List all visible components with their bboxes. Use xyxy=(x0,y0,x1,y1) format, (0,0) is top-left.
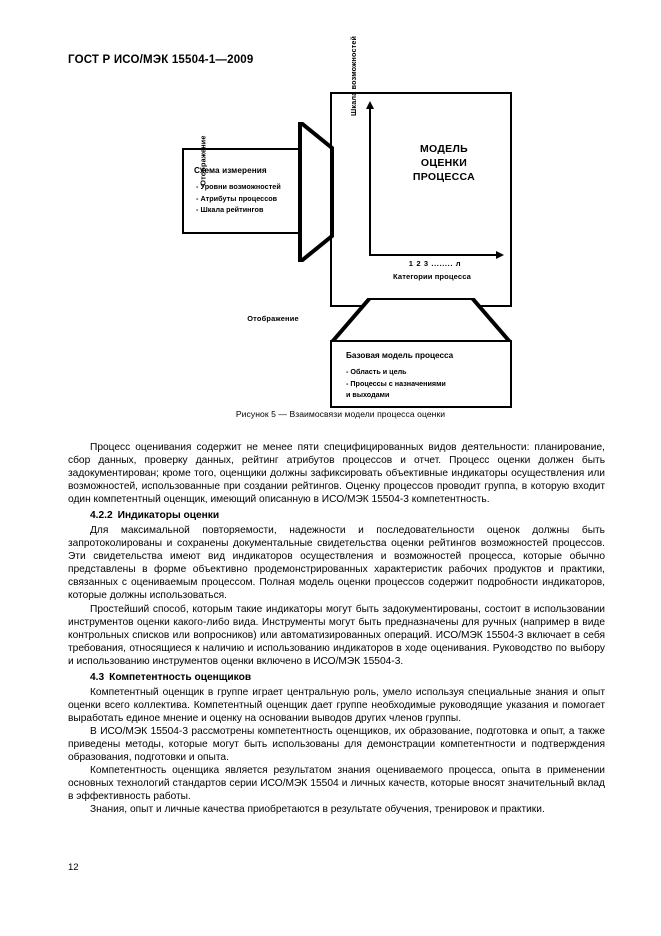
assessment-model-title-line-2: ОЦЕНКИ xyxy=(420,157,468,170)
page-number: 12 xyxy=(68,862,79,873)
heading-4-2-2-number: 4.2.2 xyxy=(90,510,113,522)
heading-4-3 xyxy=(68,671,605,685)
heading-4-2-2-text: Индикаторы оценки xyxy=(117,510,220,522)
measurement-framework-item-1: - Уровни возможностей xyxy=(196,182,281,191)
paragraph-competence-standard-ref: В ИСО/МЭК 15504-3 рассмотрены компетентность оценщиков, их образование, подготовка и опыт, а также приведены методы, которые могут быть использованы для демонстрации компетентности и подтверждения образования, подготовки и опыта. xyxy=(68,725,605,763)
figure-caption: Рисунок 5 — Взаимосвязи модели процесса оценки xyxy=(235,409,446,419)
assessment-model-title xyxy=(384,142,504,185)
mapping-label-vertical: Отображение xyxy=(247,314,299,323)
measurement-framework-list xyxy=(196,181,281,216)
figure-5-diagram xyxy=(182,35,522,414)
paragraph-competence-definition: Компетентность оценщика является результатом знания оцениваемого процесса, опыта в применении основных технологий стандартов серии ИСО/МЭК 15504 и личных качеств, которые вносят значительный вклад в эффективность работы. xyxy=(68,765,605,803)
body-text xyxy=(68,441,605,816)
process-reference-model-list xyxy=(346,366,446,401)
assessment-model-title-line-3: ПРОЦЕССА xyxy=(412,171,476,184)
process-category-axis-line xyxy=(369,254,497,256)
measurement-framework-item-2: - Атрибуты процессов xyxy=(196,193,278,203)
paragraph-competent-assessor-role: Компетентный оценщик в группе играет центральную роль, умело используя специальные знания и опыт оценки всего коллектива. Компетентный оценщик дает группе необходимые руководящие указания и помогает выработать единое мнение и оценку на основании выводов других членов группы. xyxy=(68,686,605,724)
document-header-standard-number: ГОСТ Р ИСО/МЭК 15504-1—2009 xyxy=(68,54,254,66)
capability-axis-label: Шкала возможностей xyxy=(349,35,358,116)
measurement-framework-item-3: - Шкала рейтингов xyxy=(196,205,264,215)
measurement-framework-title: Схема измерения xyxy=(194,166,267,175)
process-reference-model-box xyxy=(330,340,512,408)
assessment-model-title-line-1: МОДЕЛЬ xyxy=(420,143,468,155)
capability-axis-line xyxy=(369,108,371,256)
process-category-axis-label: Категории процесса xyxy=(393,272,471,281)
paragraph-assessment-indicators-2: Простейший способ, которым такие индикаторы могут быть задокументированы, состоит в использовании инструментов оценки какого-либо вида. Инструменты могут быть предназначены для ручных (например в виде контрольных списков или вопросников) или автоматизированных операций. ИСО/МЭК 15504-3 включает в себя требования, относящиеся к наличию и использованию индикаторов в ходе оценивания. Руководство по выбору и использованию инструментов оценки включено в ИСО/МЭК 15504-3. xyxy=(68,603,605,667)
process-reference-model-title: Базовая модель процесса xyxy=(346,351,454,360)
heading-4-3-number: 4.3 xyxy=(90,672,105,683)
heading-4-3-text: Компетентность оценщиков xyxy=(109,672,252,683)
process-reference-model-item-1: - Область и цель xyxy=(346,367,407,376)
mapping-label-horizontal: Отображение xyxy=(198,135,208,186)
process-reference-model-item-2: - Процессы с назначениями xyxy=(346,378,446,388)
process-category-axis-ticks: 1 2 3 ........ л xyxy=(408,259,462,268)
mapping-funnel-horizontal-icon xyxy=(298,122,334,262)
paragraph-assessment-process: Процесс оценивания содержит не менее пяти специфицированных видов деятельности: планирование, сбор данных, проверку данных, рейтинг атрибутов процессов и отчет. Процесс оценки должен быть задокументирован; кроме того, оценщики должны зафиксировать объективные индикаторы осуществления или возможностей, использованные при создании рейтингов. Оценку процессов проводит группа, в которую входит один компетентный оценщик, имеющий описанную в ИСО/МЭК 15504-3 компетентность. xyxy=(68,442,605,506)
heading-4-2-2 xyxy=(68,509,605,523)
paragraph-knowledge-acquisition: Знания, опыт и личные качества приобретаются в результате обучения, тренировок и практики. xyxy=(90,804,545,816)
process-assessment-model-box xyxy=(330,35,512,307)
paragraph-assessment-indicators-1: Для максимальной повторяемости, надежности и последовательности оценок должны быть запротоколированы и сохранены документальные свидетельства оценки рейтингов возможностей процессов. Эти свидетельства имеют вид индикаторов осуществления и возможностей процесса, которые обычно представлены в форме объективно продемонстрированных характеристик рабочих продуктов и практики, связанных с оцениваемым процессом. Полная модель оценки процессов содержит подробности индикаторов, которые должны использоваться. xyxy=(68,524,605,602)
process-reference-model-item-3: и выходами xyxy=(346,390,390,400)
